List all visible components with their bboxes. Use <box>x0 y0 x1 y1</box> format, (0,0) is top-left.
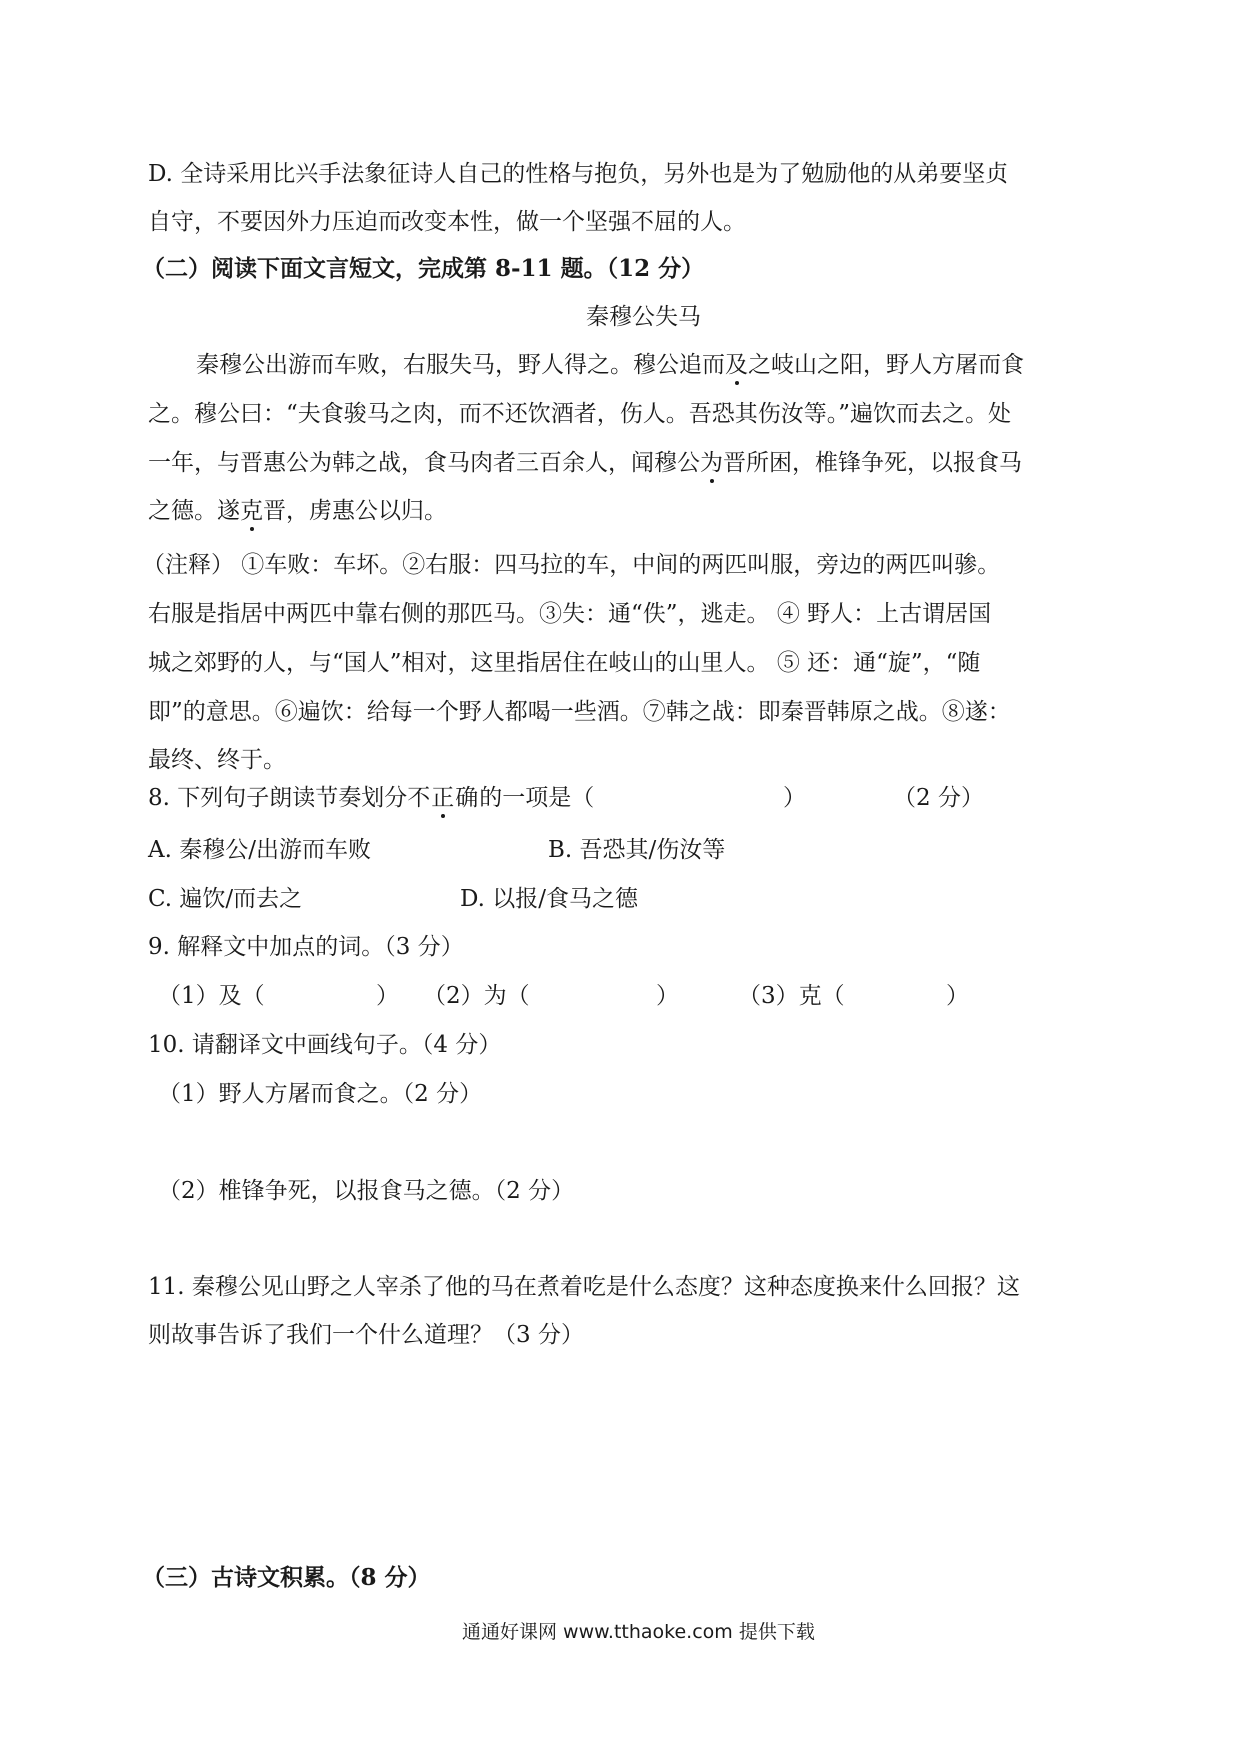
question-8-option-a: A. 秦穆公/出游而车败 <box>148 837 371 863</box>
passage-line-1: 秦穆公出游而车败，右服失马，野人得之。穆公追而及之岐山之阳，野人方屠而食 <box>196 352 1024 378</box>
notes-line-5: 最终、终于。 <box>148 747 286 773</box>
passage-line-3: 一年，与晋惠公为韩之战，食马肉者三百余人，闻穆公为晋所困，椎锋争死，以报食马 <box>148 450 1022 476</box>
dotted-word-wei: 为 <box>700 450 723 476</box>
question-8-option-d: D. 以报/食马之德 <box>460 886 638 912</box>
question-9-item-1: （1）及（ <box>158 983 265 1009</box>
question-9-item-3: （3）克（ <box>738 983 845 1009</box>
question-9: 9. 解释文中加点的词。（3 分） <box>148 934 464 960</box>
question-9-item-3-close: ） <box>946 983 969 1009</box>
section-2-heading: （二）阅读下面文言短文，完成第 8-11 题。（12 分） <box>142 255 705 282</box>
passage-line-4: 之德。遂克晋，虏惠公以归。 <box>148 498 447 524</box>
page-footer: 通通好课网 www.tthaoke.com 提供下载 <box>462 1621 815 1643</box>
question-8-close-paren: ） <box>783 785 806 811</box>
passage-title: 秦穆公失马 <box>586 304 701 330</box>
option-d-line-1: D. 全诗采用比兴手法象征诗人自己的性格与抱负，另外也是为了勉励他的从弟要坚贞 <box>148 161 1009 187</box>
question-10-item-1: （1）野人方屠而食之。（2 分） <box>158 1081 483 1107</box>
question-8-option-b: B. 吾恐其/伤汝等 <box>548 837 726 863</box>
question-9-item-1-close: ） <box>376 983 399 1009</box>
passage-line-2: 之。穆公曰：“夫食骏马之肉，而不还饮酒者，伤人。吾恐其伤汝等。”遍饮而去之。处 <box>148 401 1012 427</box>
emphasis-bu-zheng-que: 不正确 <box>407 785 480 811</box>
question-8: 8. 下列句子朗读节奏划分不正确的一项是（ <box>148 785 595 811</box>
notes-line-1: （注释） ①车败：车坏。②右服：四马拉的车，中间的两匹叫服，旁边的两匹叫骖。 <box>142 552 1001 578</box>
notes-line-3: 城之郊野的人，与“国人”相对，这里指居住在岐山的山里人。 ⑤ 还：通“旋”，“随 <box>148 650 981 676</box>
question-10: 10. 请翻译文中画线句子。（4 分） <box>148 1032 502 1058</box>
question-9-item-2-close: ） <box>656 983 679 1009</box>
question-8-score: （2 分） <box>893 785 984 811</box>
option-d-line-2: 自守，不要因外力压迫而改变本性，做一个坚强不屈的人。 <box>148 209 746 235</box>
question-8-option-c: C. 遍饮/而去之 <box>148 886 303 912</box>
question-9-item-2: （2）为（ <box>423 983 530 1009</box>
dotted-word-ji: 及 <box>725 352 748 378</box>
notes-line-4: 即”的意思。⑥遍饮：给每一个野人都喝一些酒。⑦韩之战：即秦晋韩原之战。⑧遂： <box>148 699 1011 725</box>
section-3-heading: （三）古诗文积累。（8 分） <box>142 1564 431 1591</box>
dotted-word-ke: 克 <box>240 498 263 524</box>
notes-line-2: 右服是指居中两匹中靠右侧的那匹马。③失：通“佚”，逃走。 ④ 野人：上古谓居国 <box>148 601 992 627</box>
question-10-item-2: （2）椎锋争死，以报食马之德。（2 分） <box>158 1178 575 1204</box>
question-11-line-2: 则故事告诉了我们一个什么道理？（3 分） <box>148 1322 584 1348</box>
question-11-line-1: 11. 秦穆公见山野之人宰杀了他的马在煮着吃是什么态度？这种态度换来什么回报？这 <box>148 1274 1020 1300</box>
